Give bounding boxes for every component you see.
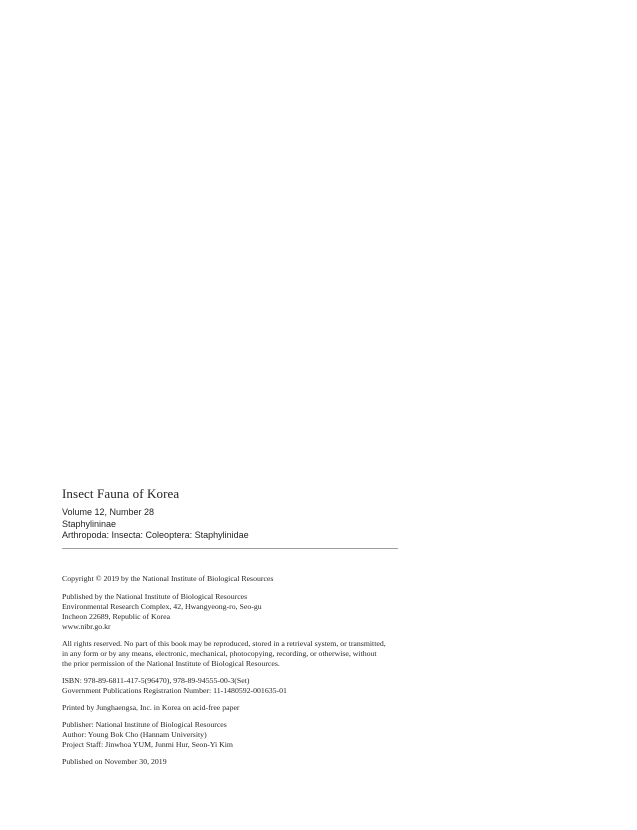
address-line: Environmental Research Complex, 42, Hwangyeong-ro, Seo-gu [62, 601, 262, 611]
credit-line: Project Staff: Jinwhoa YUM, Junmi Hur, Seon-Yi Kim [62, 739, 233, 749]
registration-line: Government Publications Registration Number: 11-1480592-001635-01 [62, 685, 287, 695]
rights-line: in any form or by any means, electronic, mechanical, photocopying, recording, or otherwise, without [62, 648, 377, 658]
series-title: Insect Fauna of Korea [62, 486, 180, 501]
classification-line: Arthropoda: Insecta: Coleoptera: Staphylinidae [62, 530, 249, 540]
isbn-line: ISBN: 978-89-6811-417-5(96470), 978-89-94555-00-3(Set) [62, 675, 250, 685]
credit-line: Author: Young Bok Cho (Hannam University) [62, 729, 207, 739]
copyright-notice: Copyright © 2019 by the National Institute of Biological Resources [62, 573, 274, 583]
subject-line: Staphylininae [62, 518, 117, 529]
rights-line: All rights reserved. No part of this book may be reproduced, stored in a retrieval system, or transmitted, [62, 638, 386, 648]
rights-line: the prior permission of the National Institute of Biological Resources. [62, 658, 280, 668]
website-line: www.nibr.go.kr [62, 621, 111, 631]
publication-date: Published on November 30, 2019 [62, 756, 167, 766]
credits-block [62, 720, 398, 750]
publisher-line: Published by the National Institute of Biological Resources [62, 591, 248, 601]
rights-block [62, 639, 398, 669]
divider-rule [62, 548, 398, 549]
address-line: Incheon 22689, Republic of Korea [62, 611, 171, 621]
volume-line: Volume 12, Number 28 [62, 507, 155, 517]
printer-line: Printed by Junghaengsa, Inc. in Korea on acid-free paper [62, 702, 240, 712]
colophon [62, 486, 398, 767]
publisher-block [62, 592, 398, 632]
isbn-block [62, 676, 398, 696]
credit-line: Publisher: National Institute of Biological Resources [62, 719, 227, 729]
